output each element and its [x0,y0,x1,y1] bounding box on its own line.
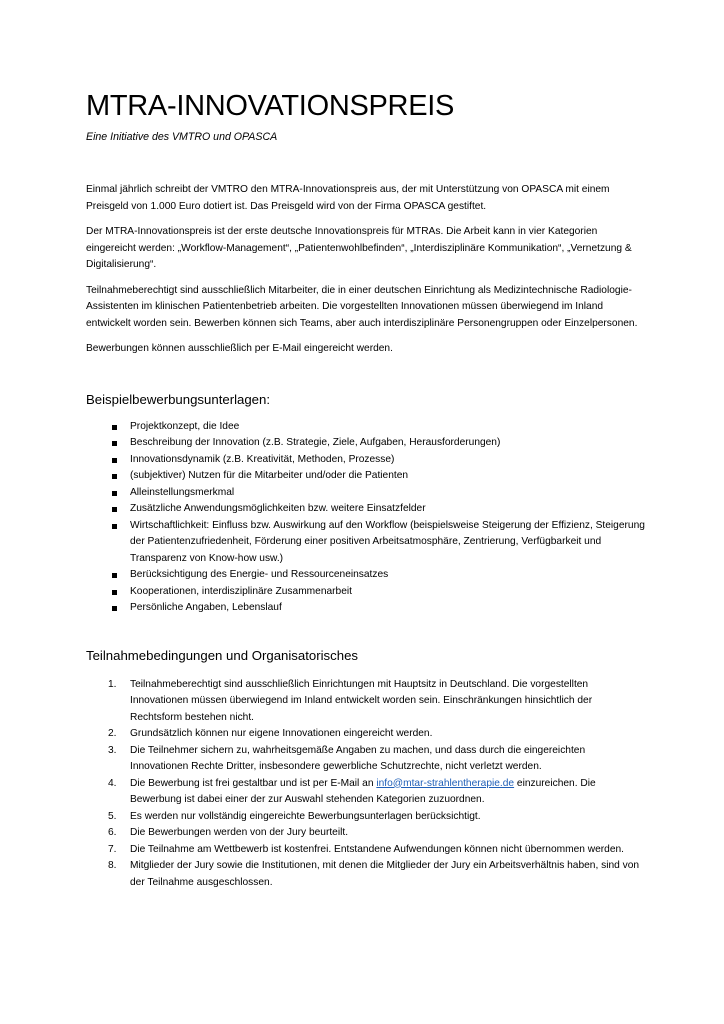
list-item: 5. Es werden nur vollständig eingereichte Bewerbungsunterlagen berücksichtigt. [108,810,481,822]
bullet-square-icon [112,507,117,512]
bullet-square-icon [112,491,117,496]
document-subtitle: Eine Initiative des VMTRO und OPASCA [86,131,278,143]
bullet-square-icon [112,474,117,479]
list-item: Innovationsdynamik (z.B. Kreativität, Methoden, Prozesse) [86,452,646,469]
bullet-square-icon [112,590,117,595]
list-item: Berücksichtigung des Energie- und Ressourceneinsatzes [86,567,646,584]
bullet-square-icon [112,441,117,446]
list-item: Beschreibung der Innovation (z.B. Strategie, Ziele, Aufgaben, Herausforderungen) [86,435,646,452]
eligibility-paragraph: Teilnahmeberechtigt sind ausschließlich Mitarbeiter, die in einer deutschen Einrichtung als Medizintechnische Radiologie-Assistenten im klinischen Patientenbetrieb arbeiten. Die vorgestellten Innovationen müssen überwiegend im Inland entwickelt worden sein. Bewerben können sich Teams, aber auch interdisziplinäre Personengruppen oder Einzelpersonen. [86,284,638,329]
list-item: Kooperationen, interdisziplinäre Zusammenarbeit [86,584,646,601]
list-item: 1. Teilnahmeberechtigt sind ausschließlich Einrichtungen mit Hauptsitz in Deutschland. Die vorgestellten Innovationen müssen überwiegend im Inland entwickelt worden sein. Einschränkungen hinsichtlich der Rechtsform bestehen nicht. [108,678,593,723]
list-item: Projektkonzept, die Idee [86,419,646,436]
bullet-square-icon [112,524,117,529]
list-item: Zusätzliche Anwendungsmöglichkeiten bzw. weitere Einsatzfelder [86,501,646,518]
list-item: Alleinstellungsmerkmal [86,485,646,502]
submission-paragraph: Bewerbungen können ausschließlich per E-Mail eingereicht werden. [86,343,393,354]
bullet-square-icon [112,606,117,611]
section-heading-conditions: Teilnahmebedingungen und Organisatorisches [86,647,358,663]
document-title: MTRA-INNOVATIONSPREIS [86,90,455,122]
list-item: 3. Die Teilnehmer sichern zu, wahrheitsgemäße Angaben zu machen, und dass durch die eingereichten Innovationen Rechte Dritter, insbesondere gewerbliche Schutzrechte, nicht verletzt werden. [108,744,586,772]
list-item: Wirtschaftlichkeit: Einfluss bzw. Auswirkung auf den Workflow (beispielsweise Steigerung der Effizienz, Steigerung der Patientenzufriedenheit, Förderung einer positiven Arbeitsatmosphäre, Zentrierung, Verfügbarkeit und Transparenz von Know-how usw.) [86,518,646,568]
application-documents-list [86,419,646,617]
list-item: 6. Die Bewerbungen werden von der Jury beurteilt. [108,827,349,838]
list-item: Persönliche Angaben, Lebenslauf [86,600,646,617]
bullet-square-icon [112,458,117,463]
document-page [86,88,646,891]
conditions-list [86,677,646,892]
categories-paragraph: Der MTRA-Innovationspreis ist der erste deutsche Innovationspreis für MTRAs. Die Arbeit kann in vier Kategorien eingereicht werden: „Workflow-Management“, „Patientenwohlbefinden“, „Interdisziplinäre Kommunikation“, „Vernetzung & Digitalisierung“. [86,226,632,270]
bullet-square-icon [112,573,117,578]
section-heading-application-documents: Beispielbewerbungsunterlagen: [86,391,271,407]
list-item: 7. Die Teilnahme am Wettbewerb ist kostenfrei. Entstandene Aufwendungen können nicht übernommen werden. [108,843,625,855]
list-item: 2. Grundsätzlich können nur eigene Innovationen eingereicht werden. [108,728,433,739]
bullet-square-icon [112,425,117,430]
list-item: (subjektiver) Nutzen für die Mitarbeiter und/oder die Patienten [86,468,646,485]
list-item: 4. Die Bewerbung ist frei gestaltbar und ist per E-Mail an info@mtar-strahlentherapie.de einzureichen. Die Bewerbung ist dabei einer der zur Auswahl stehenden Kategorien zuzuordnen. [108,777,596,805]
intro-paragraph: Einmal jährlich schreibt der VMTRO den MTRA-Innovationspreis aus, der mit Unterstützung von OPASCA mit einem Preisgeld von 1.000 Euro dotiert ist. Das Preisgeld wird von der Firma OPASCA gestiftet. [86,184,610,212]
list-item: 8. Mitglieder der Jury sowie die Institutionen, mit denen die Mitglieder der Jury ein Arbeitsverhältnis haben, sind von der Teilnahme ausgeschlossen. [108,860,640,888]
email-link[interactable]: info@mtar-strahlentherapie.de [376,777,515,789]
